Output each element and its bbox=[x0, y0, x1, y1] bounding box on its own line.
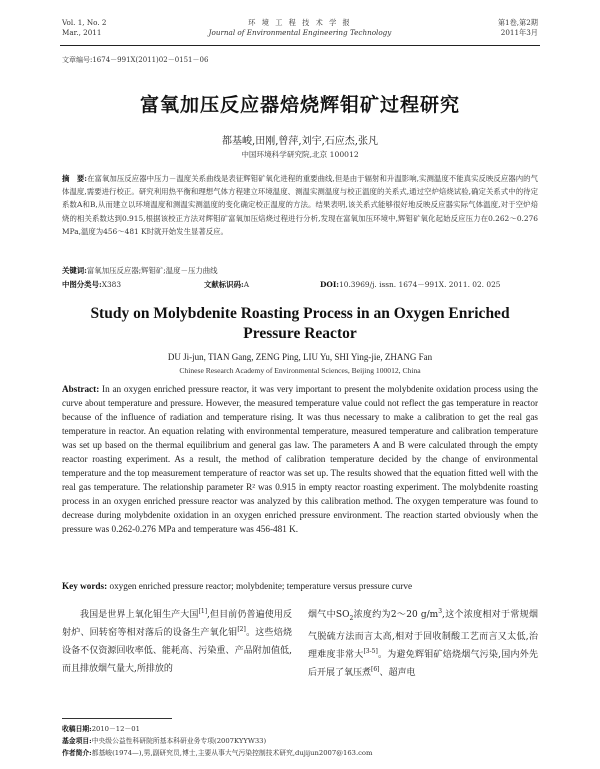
doc-code-label: 文献标识码: bbox=[204, 280, 244, 289]
fund-label: 基金项目: bbox=[62, 737, 92, 745]
abstract-cn-label: 摘 要: bbox=[62, 174, 88, 183]
keywords-cn bbox=[62, 265, 538, 276]
authors-cn: 都基峻,田刚,曾萍,刘宇,石应杰,张凡 bbox=[222, 136, 378, 147]
body-right-text-4: 。为避免辉钼矿焙烧烟气污染,国内外先后开展了氧压煮 bbox=[308, 649, 538, 678]
keywords-cn-label: 关键词: bbox=[62, 266, 87, 275]
affiliation-en: Chinese Research Academy of Environmental Sciences, Beijing 100012, China bbox=[179, 366, 421, 375]
header-divider bbox=[60, 45, 540, 46]
citation-1: [1] bbox=[198, 608, 208, 615]
abstract-cn bbox=[62, 172, 538, 238]
abstract-cn-text: 在富氧加压反应器中压力－温度关系曲线是表征辉钼矿氧化进程的重要曲线,但是由于辐射和升温影响,实测温度不能真实反映反应器内的气体温度,需要进行校正。研究利用热平衡和理想气体方程建立环境温度、测温实测温度与校正温度的关系式,通过空炉焙烧试验,确定关系式中的待定系数A和B,从而建立以环境温度和测温实测温度的变化确定校正温度的方法。结果表明,该关系式能够很好地反映反应器实际气体温度,对于空炉焙烧的相关系数达到0.915,根据该校正方法对辉钼矿富氧加压焙烧过程进行分析,发现在富氧加压环境中,辉钼矿氧化起始反应压力在0.262～0.276 MPa,温度为456～481 K时就开始发生显著反应。 bbox=[62, 174, 538, 236]
unit-superscript: 3 bbox=[438, 608, 443, 615]
abstract-en-text: In an oxygen enriched pressure reactor, it was very important to present the molybdenite oxidation process using the curve about temperature and pressure. However, the measured temperature value could not reflect the gas temperature in reactor because of the influence of radiation and temperature rising. It was thus necessary to make a calibration to get the real gas temperature in reactor. An equation relating with environmental temperature, measured temperature and calibration temperature was set up based on the thermal equilibrium and general gas law. The parameters A and B were calculated through the empty reactor roasting experiment. As a result, the method of calibration temperature decided by the change of environmental temperature and the top measurement temperature of reactor was set up. The results showed that the equation fitted well with the real gas temperature. The relationship parameter R² was 0.915 in empty reactor roasting experiment. The molybdenite roasting process in an oxygen enriched pressure reactor was analyzed by this calibration method. The oxygen temperature was found to decrease during molybdenite oxidation in an oxygen enriched pressure environment. The reaction started obviously when the pressure was 0.262-0.276 MPa and temperature was 456-481 K. bbox=[62, 384, 538, 534]
doi-field bbox=[320, 279, 500, 290]
body-left-text-2: ,但目前仍普遍使用反射炉、回转窑等相对落后的设备生产氧化钼 bbox=[62, 610, 292, 638]
body-right-text-3: ,这个浓度相对于常规烟气脱硫方法而言太高,相对于回收制酸工艺而言又太低,治理难度非常大 bbox=[308, 610, 538, 660]
header-journal-cn: 环 境 工 程 技 术 学 报 bbox=[248, 18, 352, 27]
body-column-left bbox=[62, 606, 292, 678]
title-cn: 富氧加压反应器焙烧辉钼矿过程研究 bbox=[139, 94, 460, 116]
header-journal-en: Journal of Environmental Engineering Technology bbox=[208, 28, 392, 37]
clc-label: 中图分类号: bbox=[62, 280, 102, 289]
body-right-text-5: 、超声电 bbox=[379, 667, 416, 678]
doi-value: 10.3969/j. issn. 1674－991X. 2011. 02. 025 bbox=[339, 280, 501, 289]
body-column-right bbox=[308, 606, 538, 682]
doc-code-field bbox=[204, 279, 249, 290]
citation-2: [2] bbox=[237, 626, 246, 633]
clc-value: X383 bbox=[101, 280, 122, 289]
keywords-cn-text: 富氧加压反应器;辉钼矿;温度－压力曲线 bbox=[86, 266, 218, 275]
citation-3-5: [3-5] bbox=[363, 647, 378, 655]
header-date-cn: 2011年3月 bbox=[500, 28, 538, 37]
received-label: 收稿日期: bbox=[62, 725, 92, 733]
abstract-en bbox=[62, 382, 538, 536]
header-volume: Vol. 1, No. 2 bbox=[62, 18, 107, 27]
body-left-text-3: 。这些焙烧设备不仅资源回收率低、能耗高、污染重、产品附加值低,而且排放烟气量大,所排放的 bbox=[62, 628, 292, 674]
abstract-en-label: Abstract: bbox=[62, 384, 100, 394]
affiliation-cn: 中国环境科学研究院,北京 100012 bbox=[241, 150, 359, 159]
fund-text: 中央级公益性科研院所基本科研业务专项(2007KYYW33) bbox=[91, 737, 267, 745]
received-date: 2010－12－01 bbox=[91, 725, 140, 733]
author-bio-text: 都基峻(1974—),男,副研究员,博士,主要从事大气污染控制技术研究,dujijun2007@163.com bbox=[91, 749, 373, 757]
keywords-en-text: oxygen enriched pressure reactor; molybdenite; temperature versus pressure curve bbox=[109, 581, 413, 591]
footnote-received bbox=[62, 724, 538, 734]
header-date-en: Mar., 2011 bbox=[62, 28, 102, 37]
body-left-text-1: 我国是世界上氧化钼生产大国 bbox=[80, 610, 199, 620]
doi-label: DOI: bbox=[320, 280, 340, 289]
footnote-fund bbox=[62, 736, 538, 746]
so2-subscript: 2 bbox=[349, 614, 354, 622]
body-right-text-2: 浓度约为2～20 g/m bbox=[353, 610, 439, 620]
author-bio-label: 作者简介: bbox=[62, 749, 92, 757]
authors-en: DU Ji-jun, TIAN Gang, ZENG Ping, LIU Yu, SHI Ying-jie, ZHANG Fan bbox=[167, 352, 433, 362]
footnote-divider bbox=[62, 718, 172, 719]
title-en: Study on Molybdenite Roasting Process in an Oxygen Enriched Pressure Reactor bbox=[90, 305, 510, 342]
citation-6: [6] bbox=[371, 665, 380, 673]
footnote-author bbox=[62, 748, 538, 758]
keywords-en-label: Key words: bbox=[62, 581, 108, 591]
keywords-en bbox=[62, 581, 538, 591]
clc-field bbox=[62, 279, 121, 290]
article-number: 文章编号:1674－991X(2011)02－0151－06 bbox=[62, 56, 209, 64]
doc-code-value: A bbox=[243, 280, 250, 289]
body-right-text-1: 烟气中SO bbox=[308, 610, 350, 620]
header-volume-cn: 第1卷,第2期 bbox=[497, 18, 538, 27]
